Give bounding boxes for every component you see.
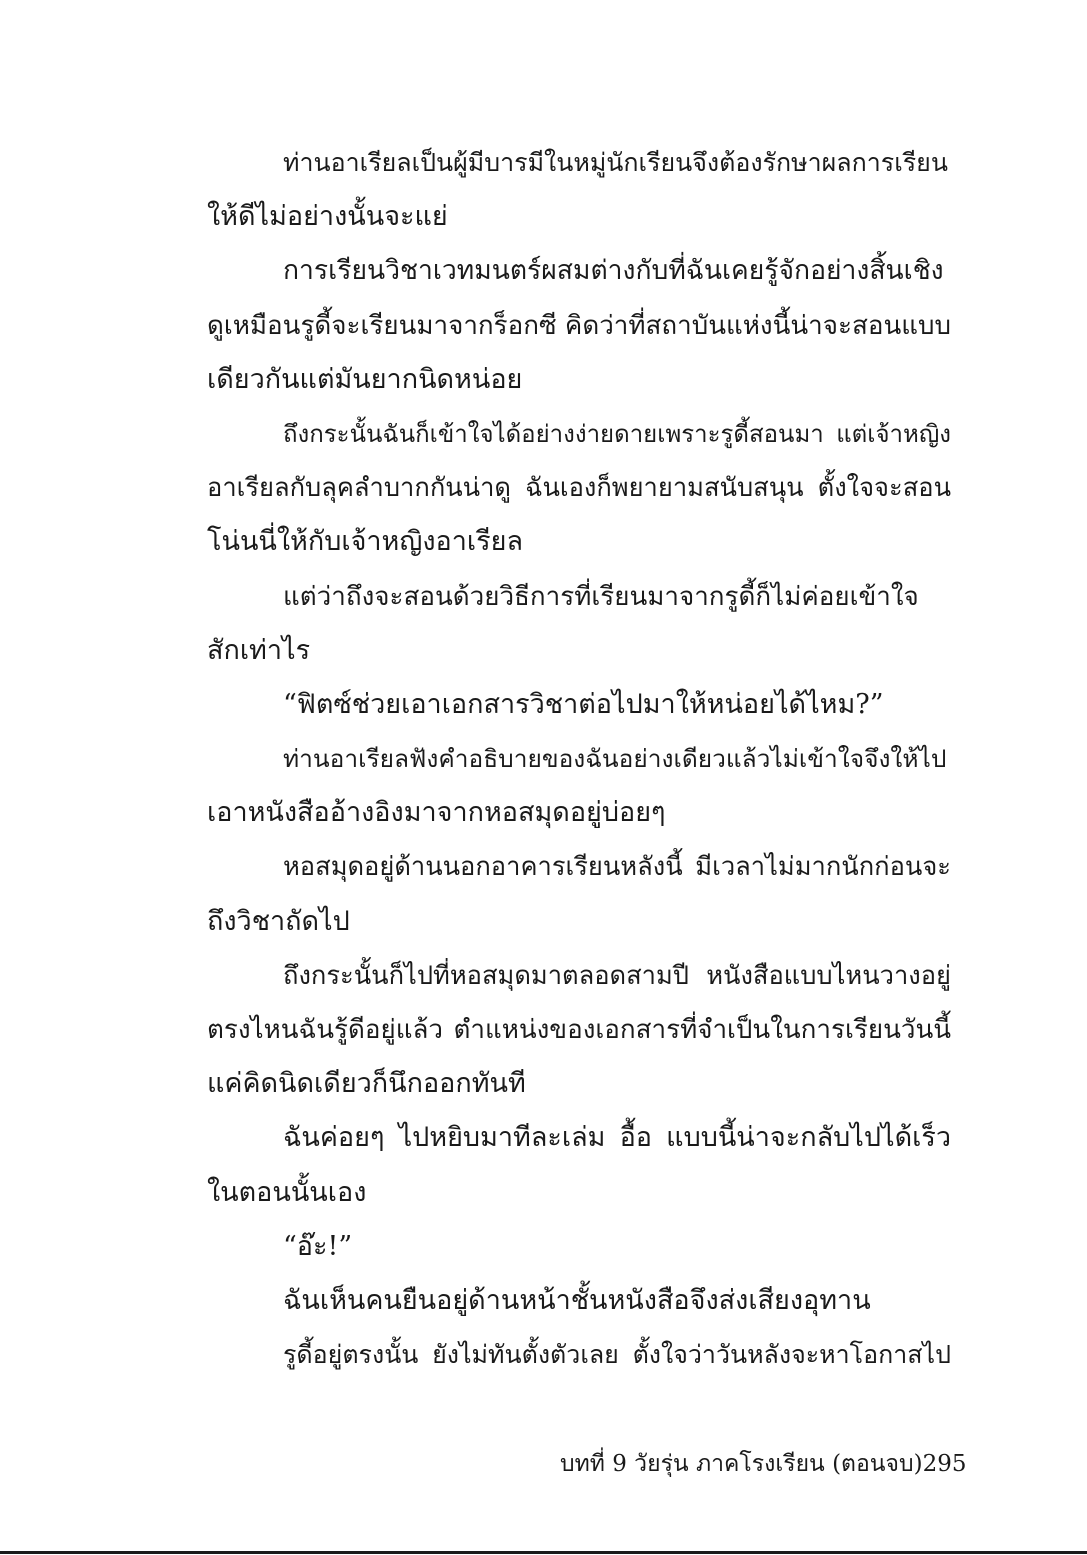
bottom-rule xyxy=(0,1551,1087,1554)
text-line: เดียวกันแต่มันยากนิดหน่อย xyxy=(207,363,523,395)
text-line: ฉันเห็นคนยืนอยู่ด้านหน้าชั้นหนังสือจึงส่งเสียงอุทาน xyxy=(283,1284,871,1316)
text-line: ถึงวิชาถัดไป xyxy=(207,905,350,937)
text-line: หอสมุดอยู่ด้านนอกอาคารเรียนหลังนี้ มีเวลาไม่มากนักก่อนจะ xyxy=(283,852,951,883)
text-line: แค่คิดนิดเดียวก็นึกออกทันที xyxy=(207,1068,526,1100)
text-line: “ฟิตซ์ช่วยเอาเอกสารวิชาต่อไปมาให้หน่อยได้ไหม?” xyxy=(283,688,884,720)
text-line: โน่นนี่ให้กับเจ้าหญิงอาเรียล xyxy=(207,526,524,558)
text-line: ท่านอาเรียลเป็นผู้มีบารมีในหมู่นักเรียนจึงต้องรักษาผลการเรียน xyxy=(283,148,948,177)
text-line: ถึงกระนั้นก็ไปที่หอสมุดมาตลอดสามปี หนังสือแบบไหนวางอยู่ xyxy=(283,960,951,991)
text-line: ในตอนนั้นเอง xyxy=(207,1176,367,1208)
text-line: ให้ดีไม่อย่างนั้นจะแย่ xyxy=(207,201,448,233)
text-line: ตรงไหนฉันรู้ดีอยู่แล้ว ตำแหน่งของเอกสารที่จำเป็นในการเรียนวันนี้ xyxy=(207,1015,951,1045)
text-line: เอาหนังสืออ้างอิงมาจากหอสมุดอยู่บ่อยๆ xyxy=(207,797,666,829)
text-line: อาเรียลกับลุคลำบากกันน่าดู ฉันเองก็พยายามสนับสนุน ตั้งใจจะสอน xyxy=(207,473,951,504)
page-number: 295 xyxy=(922,1451,967,1477)
text-line: ฉันค่อยๆ ไปหยิบมาทีละเล่ม อื้อ แบบนี้น่าจะกลับไปได้เร็ว xyxy=(283,1122,951,1154)
text-line: รูดี้อยู่ตรงนั้น ยังไม่ทันตั้งตัวเลย ตั้งใจว่าวันหลังจะหาโอกาสไป xyxy=(283,1340,951,1370)
body-text xyxy=(207,136,951,1382)
text-line: ถึงกระนั้นฉันก็เข้าใจได้อย่างง่ายดายเพราะรูดี้สอนมา แต่เจ้าหญิง xyxy=(283,419,951,448)
text-line: ดูเหมือนรูดี้จะเรียนมาจากร็อกซี คิดว่าที่สถาบันแห่งนี้น่าจะสอนแบบ xyxy=(207,310,951,341)
page-footer xyxy=(560,1446,967,1482)
text-line: แต่ว่าถึงจะสอนด้วยวิธีการที่เรียนมาจากรูดี้ก็ไม่ค่อยเข้าใจ xyxy=(283,581,919,612)
text-line: สักเท่าไร xyxy=(207,634,311,666)
text-line: การเรียนวิชาเวทมนตร์ผสมต่างกับที่ฉันเคยรู้จักอย่างสิ้นเชิง xyxy=(283,255,944,287)
text-line: “อ๊ะ!” xyxy=(283,1230,353,1262)
text-line: ท่านอาเรียลฟังคำอธิบายของฉันอย่างเดียวแล้วไม่เข้าใจจึงให้ไป xyxy=(283,744,947,774)
chapter-title: บทที่ 9 วัยรุ่น ภาคโรงเรียน (ตอนจบ) xyxy=(560,1451,923,1477)
